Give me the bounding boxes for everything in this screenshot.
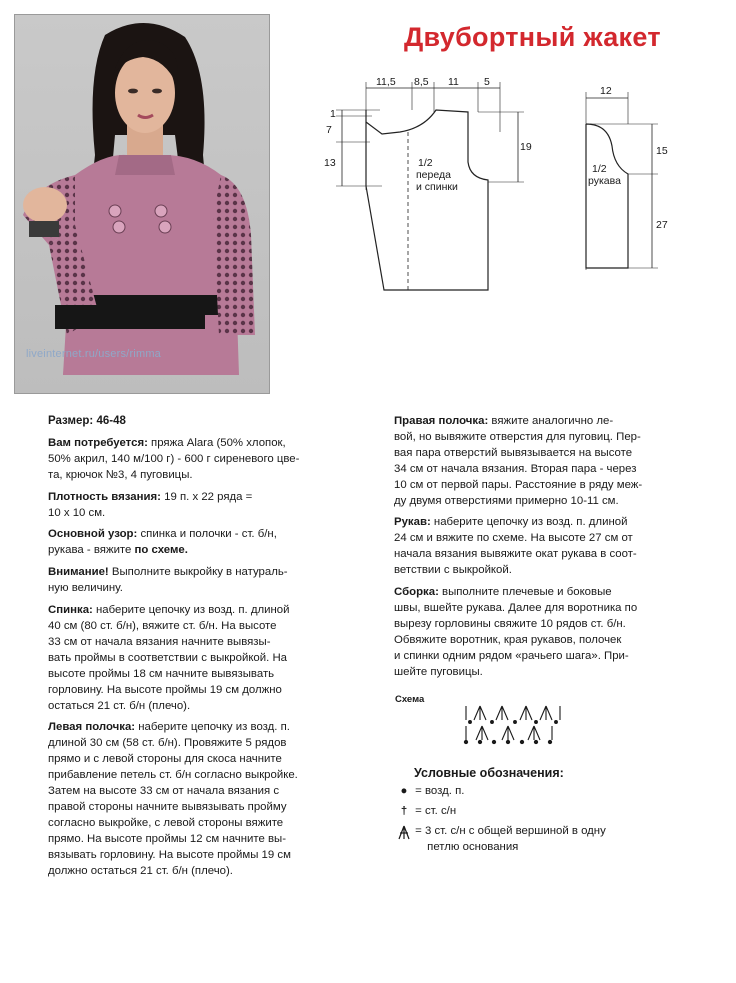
right-front-paragraph: [394, 414, 704, 509]
left-front-line-10: должно остаться 21 ст. б/н (плечо).: [48, 864, 233, 877]
legend-chain-text: = возд. п.: [415, 785, 465, 797]
left-front-line-9: вязывать горловину. На высоте проймы 19 см: [48, 848, 291, 861]
left-front-label: Левая полочка:: [48, 721, 136, 734]
back-paragraph: [48, 603, 348, 714]
sleeve-dim-top: 12: [600, 85, 612, 97]
back-line-4: вать проймы в соответствии с выкройкой. На: [48, 651, 288, 664]
back-line-6: горловину. На высоте проймы 19 см должно: [48, 683, 282, 696]
sleeve-line-3: начала вязания вывяжите окат рукава в соот-: [394, 548, 637, 561]
right-front-line-4: 34 см от начала вязания. Вторая пара - через: [394, 462, 637, 475]
dim-right: 19: [520, 141, 532, 153]
right-front-line-2: вой, но вывяжите отверстия для пуговиц. Пер-: [394, 430, 641, 443]
schema-label: Схема: [395, 694, 425, 705]
legend-row-dc: [396, 804, 456, 820]
pattern-line-1: спинка и полочки - ст. б/н,: [137, 528, 277, 541]
watermark: liveinternet.ru/users/rimma: [26, 348, 161, 360]
dim-top-3: 11: [448, 76, 459, 88]
size-value: 46-48: [96, 415, 126, 427]
assembly-line-6: шейте пуговицы.: [394, 665, 483, 678]
legend-row-cluster: [396, 824, 606, 855]
left-front-line-1: наберите цепочку из возд. п.: [135, 721, 290, 734]
dim-top-4: 5: [484, 76, 490, 88]
dim-top-2: 8,5: [414, 76, 429, 88]
sleeve-label: Рукав:: [394, 516, 431, 529]
legend-cluster-line-1: = 3 ст. с/н с общей вершиной в одну: [415, 825, 606, 837]
sleeve-dim-right-2: 27: [656, 219, 668, 231]
attention-line-1: Выполните выкройку в натураль-: [108, 566, 288, 579]
assembly-label: Сборка:: [394, 586, 439, 599]
right-front-label: Правая полочка:: [394, 415, 489, 427]
density-line-1: 19 п. х 22 ряда =: [160, 490, 253, 503]
jacket-photo-illustration: [15, 15, 269, 393]
attention-label: Внимание!: [48, 566, 109, 579]
materials-line-3: та, крючок №3, 4 пуговицы.: [48, 468, 193, 481]
materials-line-2: 50% акрил, 140 м/100 г) - 600 г сиреневого цве-: [48, 452, 300, 465]
left-front-line-4: прибавление петель ст. б/н согласно выкройке.: [48, 769, 298, 782]
legend-title: Условные обозначения:: [414, 766, 564, 780]
materials-paragraph: [48, 436, 348, 484]
left-front-line-2: длиной 30 см (58 ст. б/н). Провяжите 5 рядов: [48, 737, 287, 750]
left-front-line-5: Затем на высоте 33 см от начала вязания с: [48, 785, 280, 798]
cluster-stitch-icon: [396, 824, 412, 846]
dim-left-1: 1: [330, 108, 336, 120]
page-title: Двубортный жакет: [404, 22, 661, 52]
assembly-line-1: выполните плечевые и боковые: [438, 586, 612, 599]
assembly-line-4: Обвяжите воротник, края рукавов, полочек: [394, 633, 622, 646]
back-line-7: остаться 21 ст. б/н (плечо).: [48, 699, 191, 712]
materials-line-1: пряжа Alara (50% хлопок,: [147, 436, 286, 449]
left-column: [48, 414, 348, 885]
pattern-label: Основной узор:: [48, 528, 138, 541]
assembly-line-2: швы, вшейте рукава. Далее для воротника по: [394, 601, 638, 614]
pattern-by-schema: по схеме.: [134, 544, 188, 557]
model-photo: [14, 14, 270, 394]
right-front-line-5: 10 см от первой пары. Расстояние в ряду меж-: [394, 478, 643, 491]
front-back-schematic: [320, 70, 540, 310]
dim-top-1: 11,5: [376, 76, 396, 88]
pattern-line-2: рукава - вяжите: [48, 544, 135, 557]
legend-cluster-text: [415, 824, 606, 855]
left-front-line-8: прямо. На высоте проймы 12 см начните вы-: [48, 832, 286, 845]
left-front-line-7: согласно выкройке, с левой стороны вяжите: [48, 816, 284, 829]
sleeve-paragraph: [394, 515, 704, 579]
legend-dc-text: = ст. с/н: [415, 805, 457, 817]
dim-left-3: 13: [324, 157, 336, 169]
back-line-1: наберите цепочку из возд. п. длиной: [92, 604, 290, 617]
right-column: [394, 414, 704, 687]
double-crochet-icon: †: [400, 805, 408, 817]
chain-dot-icon: ●: [400, 785, 408, 797]
back-line-2: 40 см (80 ст. б/н), вяжите ст. б/н. На высоте: [48, 619, 277, 632]
schematic-label-2: переда: [416, 169, 451, 181]
density-line-2: 10 х 10 см.: [48, 506, 106, 519]
back-line-3: 33 см от начала вязания начните вывязы-: [48, 635, 271, 648]
crochet-schema: [460, 700, 570, 748]
sleeve-line-2: 24 см и вяжите по схеме. На высоте 27 см от: [394, 532, 633, 545]
left-front-paragraph: [48, 720, 348, 879]
legend-cluster-line-2: петлю основания: [427, 840, 519, 853]
legend-row-chain: [396, 784, 464, 800]
attention-line-2: ную величину.: [48, 582, 123, 595]
right-front-line-1: вяжите аналогично ле-: [488, 415, 614, 427]
sleeve-dim-right-1: 15: [656, 145, 668, 157]
dim-left-2: 7: [326, 124, 332, 136]
right-front-line-3: вая пара отверстий вывязывается на высоте: [394, 446, 633, 459]
assembly-line-5: и спинки одним рядом «рачьего шага». При-: [394, 649, 629, 662]
assembly-line-3: вырезу горловины свяжите 10 рядов ст. б/н.: [394, 617, 626, 630]
sleeve-schematic: [570, 80, 680, 280]
sleeve-label-1: 1/2: [592, 163, 607, 175]
pattern-paragraph: [48, 527, 348, 559]
sleeve-label-2: рукава: [588, 175, 621, 187]
size-label: Размер:: [48, 415, 94, 427]
left-front-line-6: правой стороны начните вывязывать пройму: [48, 800, 287, 813]
left-front-line-3: прямо и с левой стороны для скоса начните: [48, 753, 282, 766]
attention-paragraph: [48, 565, 348, 597]
sleeve-line-1: наберите цепочку из возд. п. длиной: [430, 516, 628, 529]
schematic-label-1: 1/2: [418, 157, 433, 169]
sleeve-line-4: ветствии с выкройкой.: [394, 564, 512, 577]
back-label: Спинка:: [48, 604, 93, 617]
density-paragraph: [48, 490, 348, 522]
schematic-label-3: и спинки: [416, 181, 458, 193]
right-front-line-6: ду двумя отверстиями примерно 10-11 см.: [394, 494, 619, 507]
back-line-5: высоте проймы 18 см начните вывязывать: [48, 667, 275, 680]
assembly-paragraph: [394, 585, 704, 680]
materials-label: Вам потребуется:: [48, 436, 148, 449]
density-label: Плотность вязания:: [48, 490, 161, 503]
